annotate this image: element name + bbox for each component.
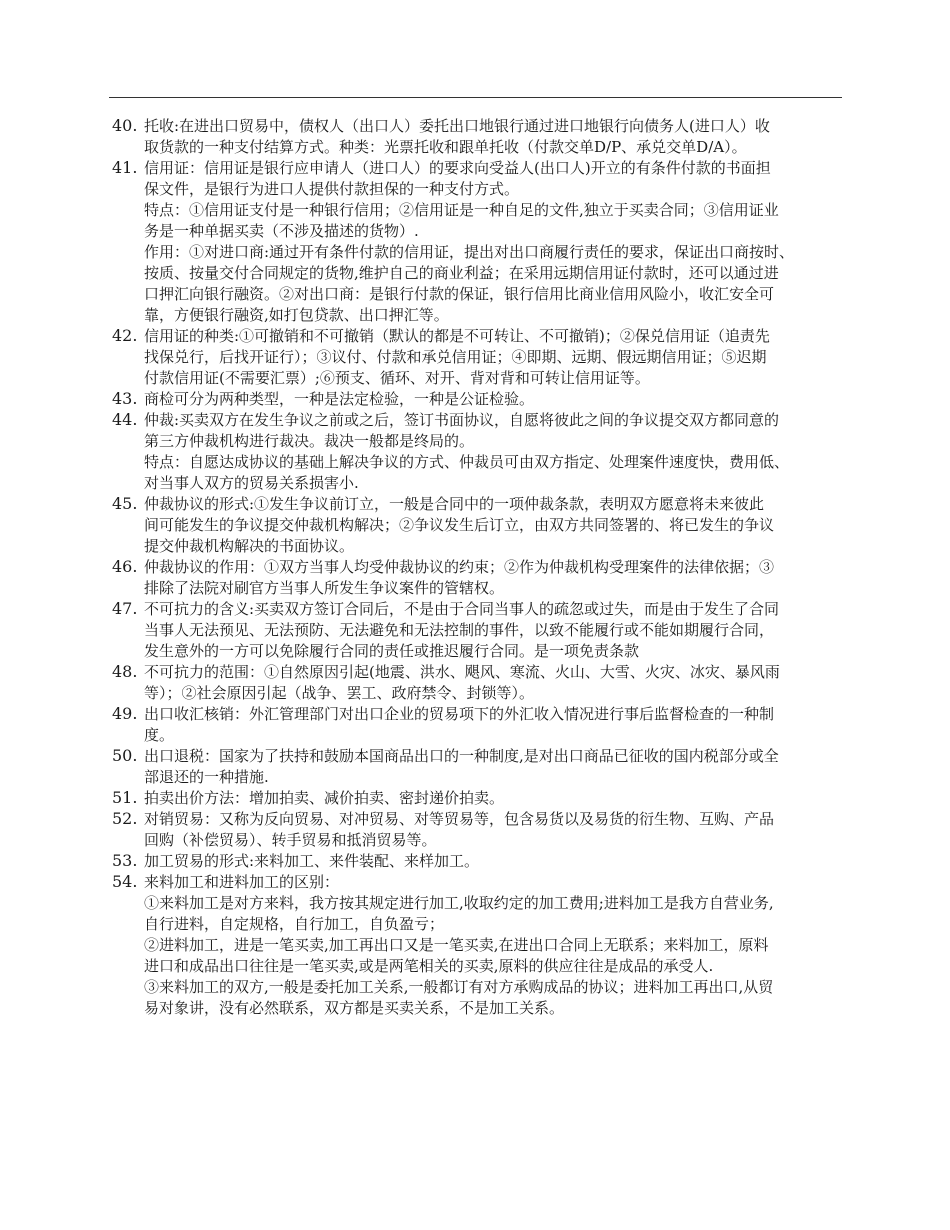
item-text-line: 找保兑行，后找开证行）；③议付、付款和承兑信用证；④即期、远期、假远期信用证；⑤迟期	[144, 348, 767, 366]
item-number: 54.	[112, 872, 138, 891]
item-text-line: 第三方仲裁机构进行裁决。裁决一般都是终局的。	[144, 432, 475, 450]
list-item	[112, 872, 847, 1019]
item-number: 41.	[112, 158, 138, 177]
item-text-line: 回购（补偿贸易）、转手贸易和抵消贸易等。	[144, 831, 437, 849]
item-text-line: 不可抗力的含义:买卖双方签订合同后，不是由于合同当事人的疏忽或过失，而是由于发生了合同	[144, 600, 780, 618]
item-text-line: 特点：自愿达成协议的基础上解决争议的方式、仲裁员可由双方指定、处理案件速度快，费用低、	[144, 453, 790, 471]
item-text-line: 对销贸易：又称为反向贸易、对冲贸易、对等贸易等，包含易货以及易货的衍生物、互购、产品	[144, 810, 775, 828]
item-number: 50.	[112, 746, 138, 765]
item-text-line: 出口收汇核销：外汇管理部门对出口企业的贸易项下的外汇收入情况进行事后监督检查的一种制	[144, 705, 775, 723]
item-text-line: 付款信用证(不需要汇票）;⑥预支、循环、对开、背对背和可转让信用证等。	[144, 369, 650, 387]
item-number: 40.	[112, 116, 138, 135]
item-number: 46.	[112, 557, 138, 576]
item-text-line: 加工贸易的形式:来料加工、来件装配、来样加工。	[144, 852, 480, 870]
item-number: 42.	[112, 326, 138, 345]
list-item	[112, 788, 847, 809]
item-text-line: 拍卖出价方法：增加拍卖、减价拍卖、密封递价拍卖。	[144, 789, 505, 807]
item-number: 44.	[112, 410, 138, 429]
item-text-line: 托收:在进出口贸易中，债权人（出口人）委托出口地银行通过进口地银行向债务人(进口人）收	[144, 117, 770, 135]
item-number: 45.	[112, 494, 138, 513]
item-text-line: ③来料加工的双方,一般是委托加工关系,一般都订有对方承购成品的协议；进料加工再出口,从贸	[144, 978, 774, 996]
item-text-line: 等）；②社会原因引起（战争、罢工、政府禁令、封锁等）。	[144, 684, 535, 702]
item-text-line: 当事人无法预见、无法预防、无法避免和无法控制的事件，以致不能履行或不能如期履行合同，	[144, 621, 775, 639]
list-item	[112, 746, 847, 788]
list-item	[112, 116, 847, 158]
list-item	[112, 704, 847, 746]
item-text-line: 仲裁协议的作用：①双方当事人均受仲裁协议的约束；②作为仲裁机构受理案件的法律依据；③	[144, 558, 775, 576]
header-rule	[109, 97, 842, 98]
item-text-line: 发生意外的一方可以免除履行合同的责任或推迟履行合同。是一项免责条款	[144, 642, 640, 660]
item-text-line: 易对象讲，没有必然联系，双方都是买卖关系，不是加工关系。	[144, 999, 565, 1017]
document-body	[112, 116, 847, 1019]
item-number: 49.	[112, 704, 138, 723]
item-number: 43.	[112, 389, 138, 408]
item-text-line: 对当事人双方的贸易关系损害小.	[144, 474, 359, 492]
list-item	[112, 326, 847, 389]
list-item	[112, 494, 847, 557]
item-text-line: 自行进料，自定规格，自行加工，自负盈亏；	[144, 915, 445, 933]
item-text-line: ②进料加工，进是一笔买卖,加工再出口又是一笔买卖,在进出口合同上无联系；来料加工，原料	[144, 936, 769, 954]
item-text-line: 保文件，是银行为进口人提供付款担保的一种支付方式。	[144, 180, 520, 198]
item-text-line: 作用：①对进口商:通过开有条件付款的信用证，提出对出口商履行责任的要求，保证出口商按时、	[144, 243, 795, 261]
item-text-line: 出口退税：国家为了扶持和鼓励本国商品出口的一种制度,是对出口商品已征收的国内税部分或全	[144, 747, 779, 765]
item-text-line: 排除了法院对刷官方当事人所发生争议案件的管辖权。	[144, 579, 505, 597]
item-text-line: 信用证：信用证是银行应申请人（进口人）的要求向受益人(出口人)开立的有条件付款的书面担	[144, 159, 771, 177]
item-number: 52.	[112, 809, 138, 828]
list-item	[112, 662, 847, 704]
item-text-line: 仲裁协议的形式:①发生争议前订立，一般是合同中的一项仲裁条款，表明双方愿意将未来彼此	[144, 495, 765, 513]
list-item	[112, 158, 847, 326]
item-text-line: 不可抗力的范围：①自然原因引起(地震、洪水、飓风、寒流、火山、大雪、火灾、冰灾、暴风雨	[144, 663, 780, 681]
item-text-line: 商检可分为两种类型，一种是法定检验，一种是公证检验。	[144, 390, 535, 408]
item-text-line: 特点：①信用证支付是一种银行信用；②信用证是一种自足的文件,独立于买卖合同；③信用证业	[144, 201, 779, 219]
item-text-line: 度。	[144, 726, 175, 744]
item-text-line: ①来料加工是对方来料，我方按其规定进行加工,收取约定的加工费用;进料加工是我方自营业务,	[144, 894, 774, 912]
item-text-line: 靠，方便银行融资,如打包贷款、出口押汇等。	[144, 306, 449, 324]
item-text-line: 来料加工和进料加工的区别：	[144, 873, 340, 891]
item-number: 51.	[112, 788, 138, 807]
list-item	[112, 599, 847, 662]
item-text-line: 务是一种单据买卖（不涉及描述的货物）.	[144, 222, 419, 240]
item-text-line: 信用证的种类:①可撤销和不可撤销（默认的都是不可转让、不可撤销)；②保兑信用证（追责先	[144, 327, 770, 345]
list-item	[112, 851, 847, 872]
item-text-line: 进口和成品出口往往是一笔买卖,或是两笔相关的买卖,原料的供应往往是成品的承受人.	[144, 957, 714, 975]
item-text-line: 部退还的一种措施.	[144, 768, 269, 786]
item-text-line: 提交仲裁机构解决的书面协议。	[144, 537, 355, 555]
item-text-line: 口押汇向银行融资。②对出口商：是银行付款的保证，银行信用比商业信用风险小，收汇安全可	[144, 285, 775, 303]
list-item	[112, 557, 847, 599]
item-text-line: 按质、按量交付合同规定的货物,维护自己的商业利益；在采用远期信用证付款时，还可以通过进	[144, 264, 779, 282]
item-number: 48.	[112, 662, 138, 681]
list-item	[112, 410, 847, 494]
item-text-line: 间可能发生的争议提交仲裁机构解决；②争议发生后订立，由双方共同签署的、将已发生的争议	[144, 516, 775, 534]
item-number: 53.	[112, 851, 138, 870]
item-number: 47.	[112, 599, 138, 618]
list-item	[112, 389, 847, 410]
item-text-line: 仲裁:买卖双方在发生争议之前或之后，签订书面协议，自愿将彼此之间的争议提交双方都同意的	[144, 411, 780, 429]
item-text-line: 取货款的一种支付结算方式。种类：光票托收和跟单托收（付款交单D/P、承兑交单D/A）。	[144, 138, 747, 156]
list-item	[112, 809, 847, 851]
